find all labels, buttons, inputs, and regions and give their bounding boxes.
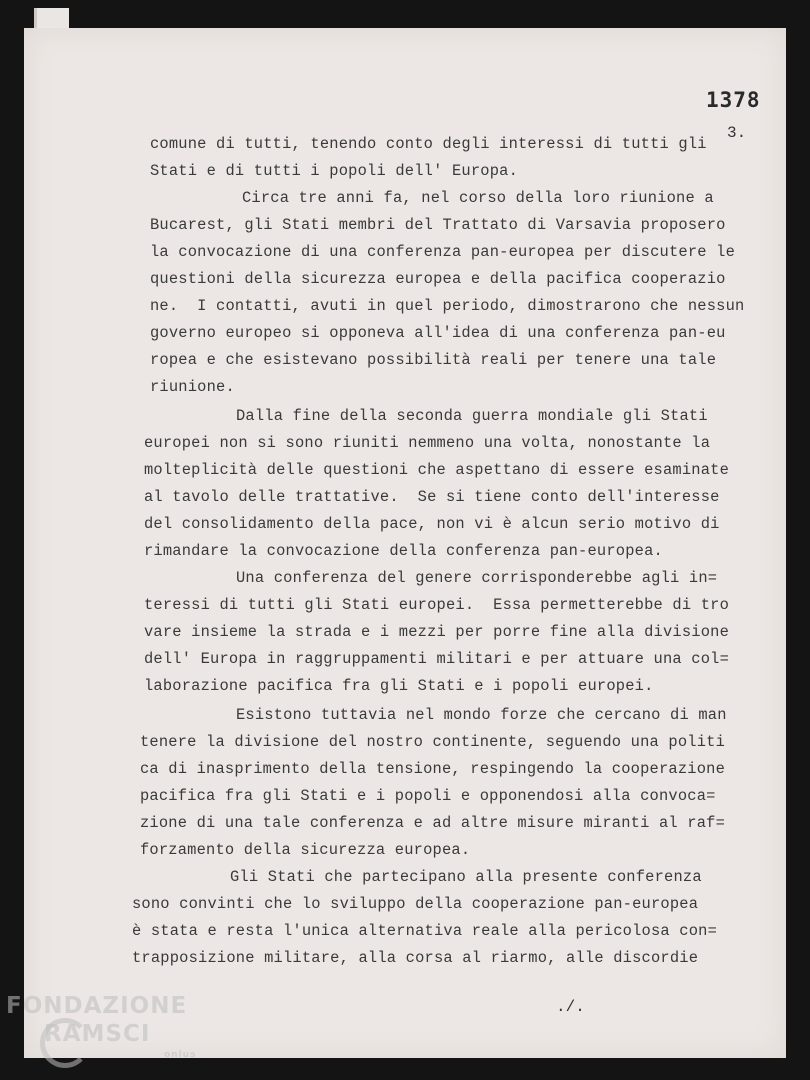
text-line: sono convinti che lo sviluppo della cooperazione pan-europea <box>132 895 699 913</box>
paper-tab <box>34 8 69 30</box>
text-line: Bucarest, gli Stati membri del Trattato di Varsavia proposero <box>150 216 726 234</box>
text-line: molteplicità delle questioni che aspettano di essere esaminate <box>144 461 730 479</box>
text-line: zione di una tale conferenza e ad altre misure miranti al raf= <box>140 814 726 832</box>
text-line: governo europeo si opponeva all'idea di una conferenza pan-eu <box>150 324 726 342</box>
watermark-g-icon <box>40 1018 90 1068</box>
text-line: è stata e resta l'unica alternativa reale alla pericolosa con= <box>132 922 718 940</box>
archive-watermark <box>6 992 197 1060</box>
text-line: al tavolo delle trattative. Se si tiene conto dell'interesse <box>144 488 720 506</box>
text-line: la convocazione di una conferenza pan-europea per discutere le <box>150 243 736 261</box>
text-line: ropea e che esistevano possibilità reali per tenere una tale <box>150 351 717 369</box>
watermark-line-2: RAMSCI <box>44 1021 151 1047</box>
text-line: forzamento della sicurezza europea. <box>140 841 471 859</box>
text-line: Stati e di tutti i popoli dell' Europa. <box>150 162 518 180</box>
text-line: pacifica fra gli Stati e i popoli e opponendosi alla convoca= <box>140 787 716 805</box>
page-number: 1378 <box>706 88 761 112</box>
text-line: questioni della sicurezza europea e della pacifica cooperazio <box>150 270 726 288</box>
text-line: laborazione pacifica fra gli Stati e i popoli europei. <box>144 677 654 695</box>
text-line: trapposizione militare, alla corsa al riarmo, alle discordie <box>132 949 699 967</box>
text-line: ca di inasprimento della tensione, respingendo la cooperazione <box>140 760 726 778</box>
text-line: dell' Europa in raggruppamenti militari e per attuare una col= <box>144 650 730 668</box>
text-line: Una conferenza del genere corrisponderebbe agli in= <box>236 569 718 587</box>
text-line: ne. I contatti, avuti in quel periodo, dimostrarono che nessun <box>150 297 745 315</box>
continuation-mark: ./. <box>556 998 585 1016</box>
text-line: tenere la divisione del nostro continente, seguendo una politi <box>140 733 726 751</box>
text-line: teressi di tutti gli Stati europei. Essa permetterebbe di tro <box>144 596 730 614</box>
text-line: Esistono tuttavia nel mondo forze che cercano di man <box>236 706 727 724</box>
watermark-sub: onlus <box>164 1050 197 1060</box>
watermark-line-1: FONDAZIONE <box>6 993 188 1019</box>
text-line: Gli Stati che partecipano alla presente conferenza <box>230 868 702 886</box>
text-line: del consolidamento della pace, non vi è alcun serio motivo di <box>144 515 720 533</box>
sub-page-number: 3. <box>727 124 747 142</box>
document-page <box>24 28 786 1058</box>
text-line: Circa tre anni fa, nel corso della loro riunione a <box>242 189 714 207</box>
text-line: vare insieme la strada e i mezzi per porre fine alla divisione <box>144 623 730 641</box>
text-line: europei non si sono riuniti nemmeno una volta, nonostante la <box>144 434 711 452</box>
text-line: rimandare la convocazione della conferenza pan-europea. <box>144 542 663 560</box>
text-line: Dalla fine della seconda guerra mondiale gli Stati <box>236 407 708 425</box>
text-line: riunione. <box>150 378 235 396</box>
text-line: comune di tutti, tenendo conto degli interessi di tutti gli <box>150 135 707 153</box>
